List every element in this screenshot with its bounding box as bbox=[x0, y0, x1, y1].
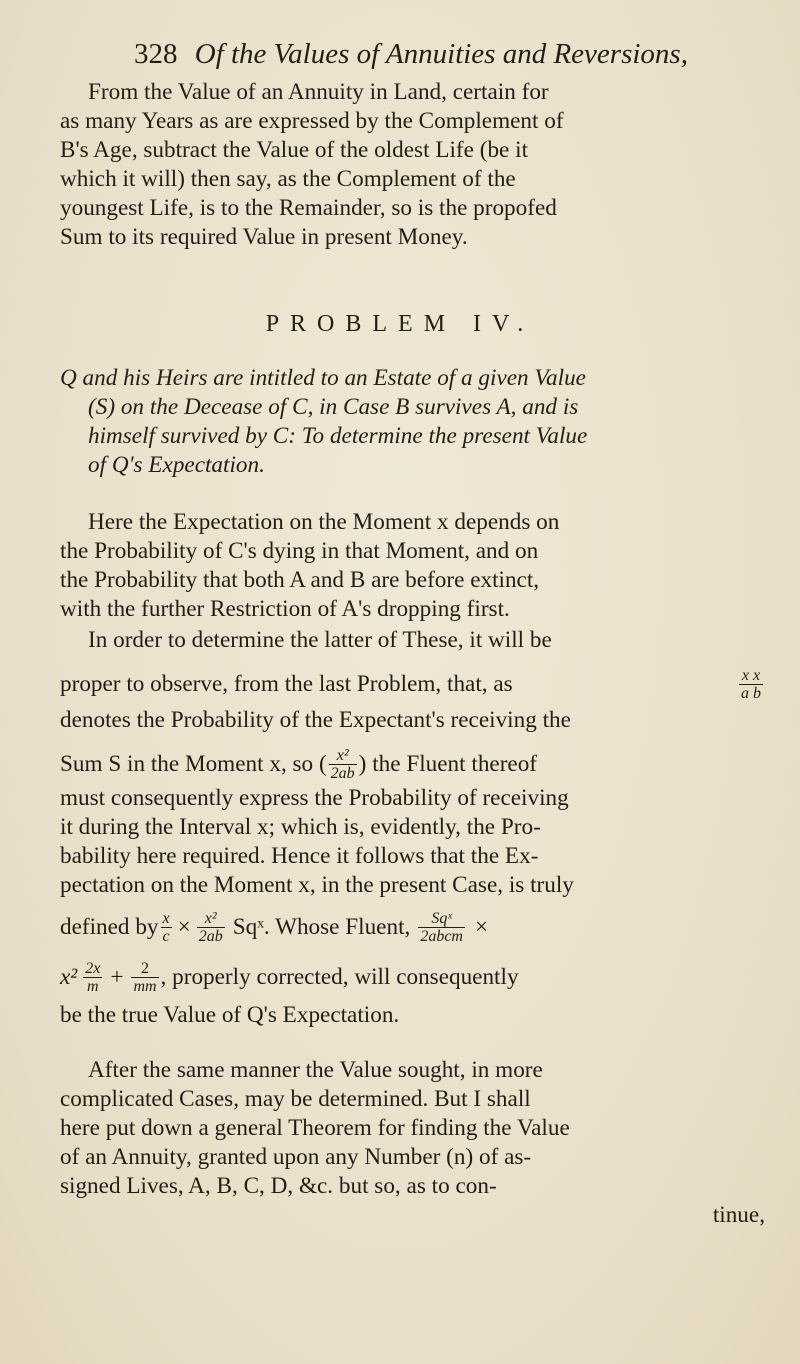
catchword: tinue, bbox=[712, 1202, 765, 1228]
text-line: be the true Value of Q's Expectation. bbox=[60, 1002, 400, 1028]
text-line: (S) on the Decease of C, in Case B survives A, and is bbox=[88, 394, 579, 420]
line-text: , properly corrected, will consequently bbox=[160, 964, 519, 990]
text-line bbox=[60, 747, 765, 782]
text-line: Sum to its required Value in present Money. bbox=[60, 224, 468, 250]
running-header bbox=[134, 38, 688, 71]
fraction-denominator: 2abcm bbox=[420, 928, 463, 945]
plus-sign: + bbox=[110, 964, 124, 990]
fraction-denominator: m bbox=[87, 978, 99, 995]
text-line: the Probability that both A and B are before extinct, bbox=[60, 567, 540, 593]
text-line: In order to determine the latter of These, it will be bbox=[88, 627, 552, 653]
text-line: bability here required. Hence it follows that the Ex- bbox=[60, 843, 539, 869]
fraction-x2-2ab bbox=[329, 747, 357, 782]
formula-line bbox=[60, 960, 765, 995]
text-line: Q and his Heirs are intitled to an Estate of a given Value bbox=[60, 365, 586, 391]
text-line: which it will) then say, as the Complement of the bbox=[60, 166, 516, 192]
text-line: it during the Interval x; which is, evidently, the Pro- bbox=[60, 814, 541, 840]
fraction-denominator: a b bbox=[741, 685, 761, 702]
times-sign: × bbox=[177, 914, 191, 940]
fraction-xx-ab bbox=[739, 667, 763, 702]
fraction-numerator: x x bbox=[739, 667, 763, 685]
page-number: 328 bbox=[134, 38, 178, 70]
fraction-x-c bbox=[161, 910, 172, 945]
fraction-denominator: 2ab bbox=[330, 765, 355, 782]
fraction-2x-m bbox=[83, 960, 102, 995]
text-line bbox=[60, 667, 765, 702]
fraction-x2-2ab bbox=[197, 910, 225, 945]
line-text: x² bbox=[60, 964, 78, 990]
text-line: youngest Life, is to the Remainder, so is the propofed bbox=[60, 195, 557, 221]
text-line: complicated Cases, may be determined. But I shall bbox=[60, 1086, 531, 1112]
line-text: Sqˣ. Whose Fluent, bbox=[232, 914, 411, 940]
formula-line bbox=[60, 910, 765, 945]
running-title: Of the Values of Annuities and Reversions, bbox=[194, 38, 688, 70]
text-line: From the Value of an Annuity in Land, certain for bbox=[88, 79, 549, 105]
fraction-denominator: 2ab bbox=[198, 928, 223, 945]
fraction-numerator: 2x bbox=[85, 960, 101, 977]
fraction-numerator: x bbox=[162, 910, 170, 927]
fraction-denominator: c bbox=[162, 928, 170, 945]
times-sign: × bbox=[474, 914, 489, 940]
text-line: pectation on the Moment x, in the present Case, is truly bbox=[60, 872, 574, 898]
text-line: denotes the Probability of the Expectant's receiving the bbox=[60, 707, 571, 733]
text-line: himself survived by C: To determine the present Value bbox=[88, 423, 588, 449]
text-line: here put down a general Theorem for finding the Value bbox=[60, 1115, 570, 1141]
line-text: Sum S in the Moment x, so ( bbox=[60, 751, 327, 777]
fraction-numerator: x² bbox=[197, 910, 225, 928]
text-line: the Probability of C's dying in that Moment, and on bbox=[60, 538, 539, 564]
fraction-denominator: mm bbox=[133, 978, 157, 995]
text-line: must consequently express the Probability of receiving bbox=[60, 785, 569, 811]
problem-heading: PROBLEM IV. bbox=[265, 311, 535, 337]
fraction-numerator: x² bbox=[329, 747, 357, 765]
text-line: of Q's Expectation. bbox=[88, 452, 265, 478]
text-line: Here the Expectation on the Moment x depends on bbox=[88, 509, 560, 535]
text-line: as many Years as are expressed by the Complement of bbox=[60, 108, 564, 134]
text-line: After the same manner the Value sought, in more bbox=[88, 1057, 543, 1083]
text-line: B's Age, subtract the Value of the oldest Life (be it bbox=[60, 137, 529, 163]
text-line: with the further Restriction of A's dropping first. bbox=[60, 596, 510, 622]
line-text: defined by bbox=[60, 914, 159, 940]
fraction-sqx-2abcm bbox=[418, 910, 465, 945]
fraction-numerator: Sqˣ bbox=[418, 910, 465, 928]
line-text: ) the Fluent thereof bbox=[358, 751, 538, 777]
fraction-2-mm bbox=[131, 960, 158, 995]
text-line: signed Lives, A, B, C, D, &c. but so, as to con- bbox=[60, 1173, 497, 1199]
text-line: of an Annuity, granted upon any Number (n) of as- bbox=[60, 1144, 532, 1170]
line-text: proper to observe, from the last Problem, that, as bbox=[60, 671, 513, 697]
fraction-numerator: 2 bbox=[131, 960, 158, 978]
